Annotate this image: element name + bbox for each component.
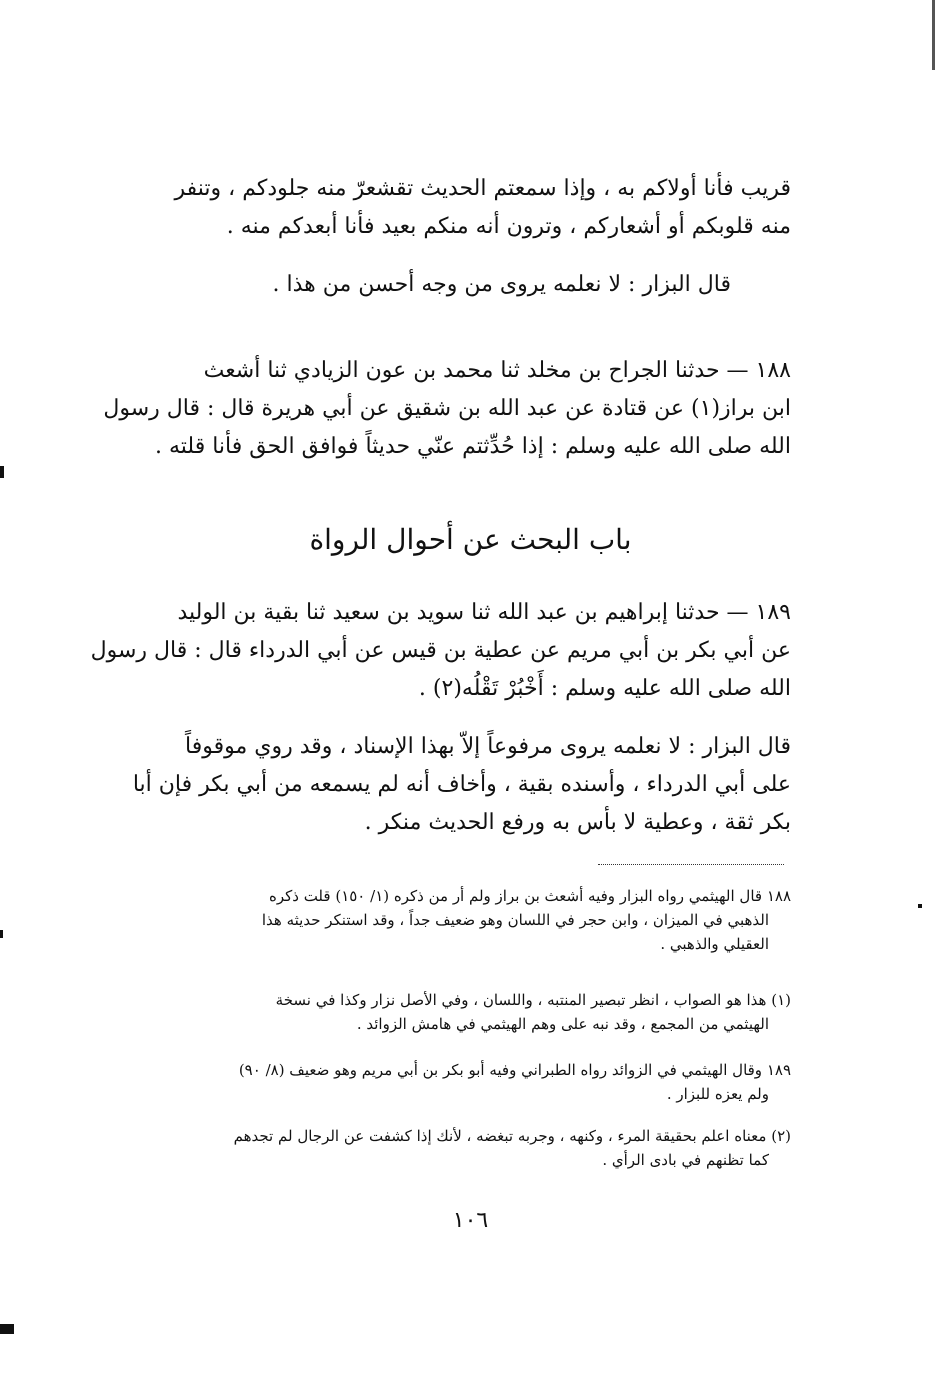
text-line: منه قلوبكم أو أشعاركم ، وترون أنه منكم بعيد فأنا أبعدكم منه . [226, 214, 791, 239]
footnote-line: ١٨٨ قال الهيثمي رواه البزار وفيه أشعث بن براز ولم أر من ذكره (١/ ١٥٠) قلت ذكره [268, 887, 791, 905]
scan-mark [918, 904, 922, 908]
footnote-line: كما تظنهم في بادى الرأي . [602, 1151, 769, 1169]
footnote-separator [598, 864, 784, 865]
text-line: الله صلى الله عليه وسلم : أَخْبُرْ تَقْلُه(٢) . [418, 676, 791, 701]
footnote-line: ولم يعزه للبزار . [666, 1085, 769, 1103]
footnote-2 [101, 1124, 791, 1172]
footnote-line: ١٨٩ وقال الهيثمي في الزوائد رواه الطبراني وفيه أبو بكر بن أبي مريم وهو ضعيف (٨/ ٩٠) [238, 1061, 791, 1079]
text-line: عن أبي بكر بن أبي مريم عن عطية بن قيس عن أبي الدرداء قال : قال رسول [90, 638, 791, 663]
footnote-line: الذهبي في الميزان ، وابن حجر في اللسان وهو ضعيف جداً ، وقد استنكر حديثه هذا [261, 911, 769, 929]
hadith-189 [90, 594, 791, 708]
page-number: ١٠٦ [452, 1208, 489, 1233]
text-line: قال البزار : لا نعلمه يروى من وجه أحسن من هذا . [272, 272, 731, 297]
footnote-line: (١) هذا هو الصواب ، انظر تبصير المنتبه ، واللسان ، وفي الأصل نزار وكذا في نسخة [275, 991, 791, 1009]
text-line: قريب فأنا أولاكم به ، وإذا سمعتم الحديث تقشعرّ منه جلودكم ، وتنفر [174, 176, 791, 201]
bazzar-comment-1 [101, 266, 731, 304]
scan-edge [932, 0, 935, 70]
footnote-189 [101, 1058, 791, 1106]
footnote-1 [101, 988, 791, 1036]
scan-mark [0, 930, 3, 938]
text-line: ابن براز(١) عن قتادة عن عبد الله بن شقيق عن أبي هريرة قال : قال رسول [103, 396, 791, 421]
text-line: ١٨٩ — حدثنا إبراهيم بن عبد الله ثنا سويد بن سعيد ثنا بقية بن الوليد [177, 600, 791, 625]
footnote-line: الهيثمي من المجمع ، وقد نبه على وهم الهيثمي في هامش الزوائد . [356, 1015, 769, 1033]
text-line: ١٨٨ — حدثنا الجراح بن مخلد ثنا محمد بن عون الزيادي ثنا أشعث [203, 358, 791, 383]
section-heading: باب البحث عن أحوال الرواة [309, 523, 632, 556]
paragraph-continuation [101, 170, 791, 246]
text-line: على أبي الدرداء ، وأسنده بقية ، وأخاف أنه لم يسمعه من أبي بكر فإن أبا [132, 772, 791, 797]
hadith-188 [101, 352, 791, 466]
footnote-line: (٢) معناه اعلم بحقيقة المرء ، وكنهه ، وجربه تبغضه ، لأنك إذا كشفت عن الرجال لم تجدهم [233, 1127, 791, 1145]
footnote-line: العقيلي والذهبي . [660, 935, 769, 953]
footnote-188 [101, 884, 791, 956]
bazzar-comment-2 [101, 728, 791, 842]
scan-mark [0, 466, 4, 478]
text-line: بكر ثقة ، وعطية لا بأس به ورفع الحديث منكر . [364, 810, 791, 835]
text-line: قال البزار : لا نعلمه يروى مرفوعاً إلاّ بهذا الإسناد ، وقد روي موقوفاً [185, 734, 791, 759]
text-line: الله صلى الله عليه وسلم : إذا حُدِّثتم عنّي حديثاً فوافق الحق فأنا قلته . [154, 434, 791, 459]
scan-mark [0, 1324, 14, 1334]
